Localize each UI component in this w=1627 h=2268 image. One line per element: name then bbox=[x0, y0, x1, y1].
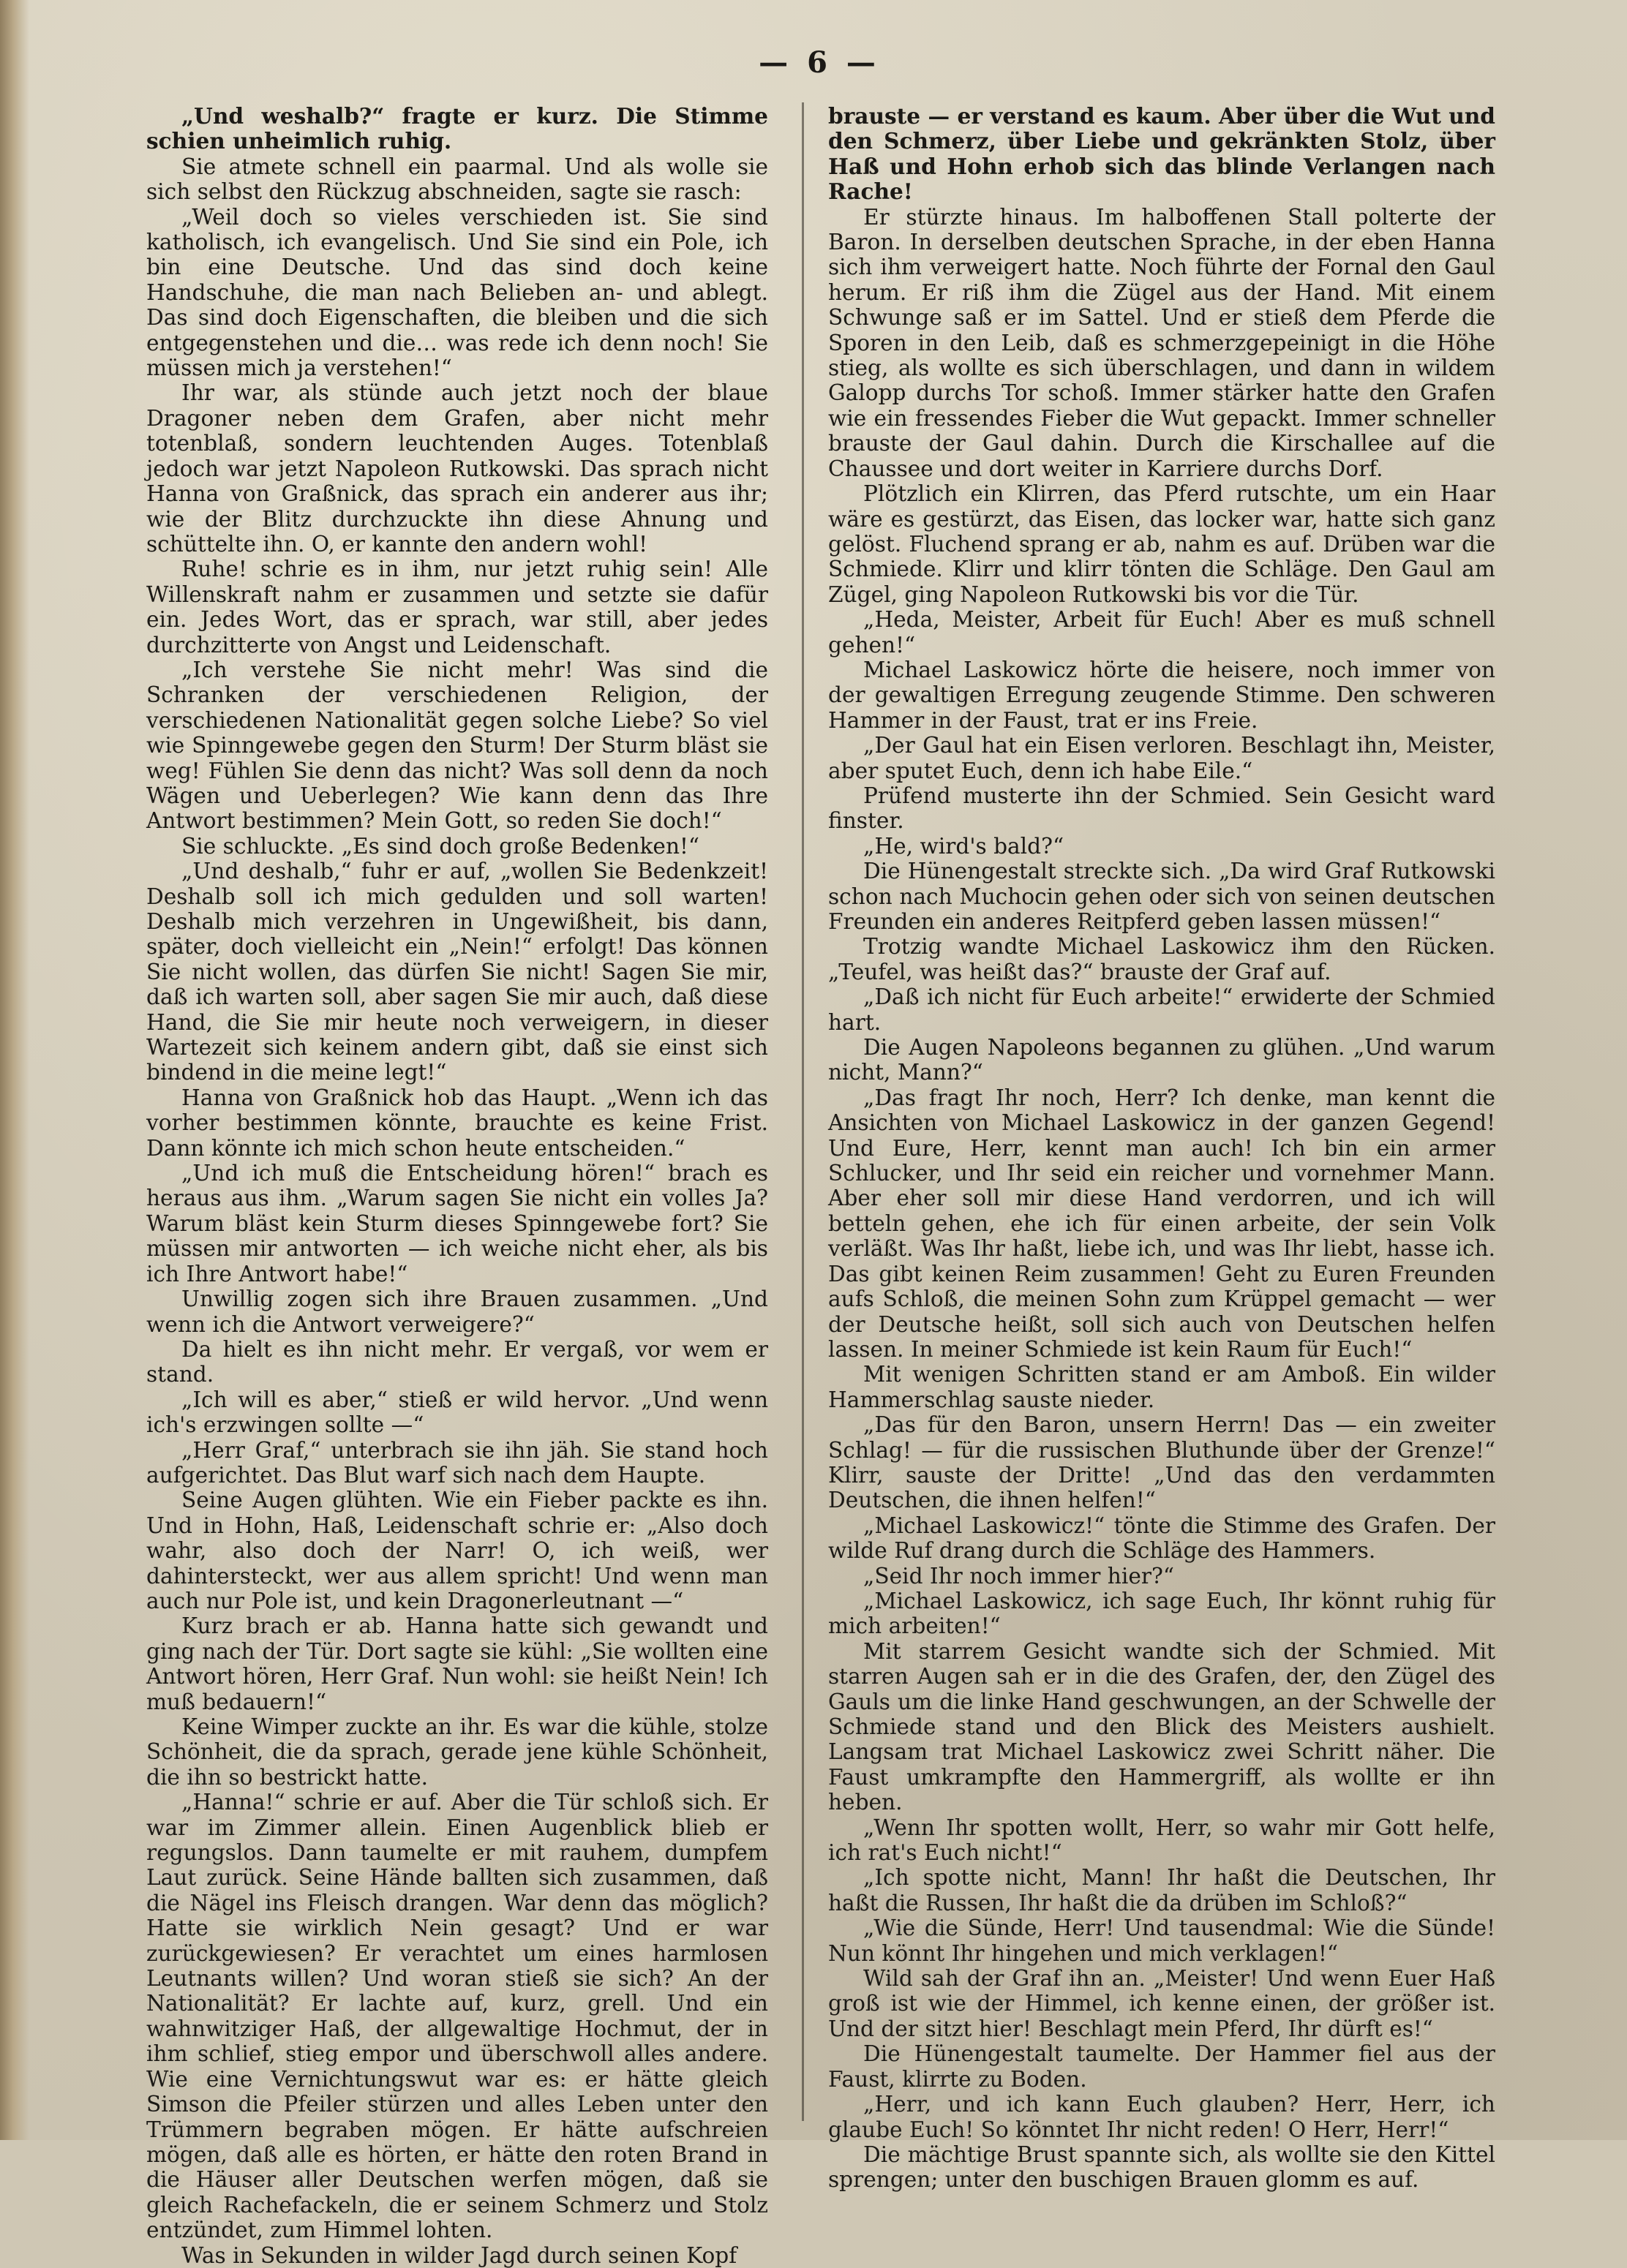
paragraph: „Das fragt Ihr noch, Herr? Ich denke, man kennt die Ansichten von Michael Laskowicz in der ganzen Gegend! Und Eure, Herr, kennt man auch! Ich bin ein armer Schlucker, und Ihr seid ein reicher und vornehmer Mann. Aber eher soll mir diese Hand verdorren, und ich will betteln gehen, ehe ich für einen arbeite, der sein Volk verläßt. Was Ihr haßt, liebe ich, und was Ihr liebt, hasse ich. Das gibt keinen Reim zusammen! Geht zu Euren Freunden aufs Schloß, die meinen Sohn zum Krüppel gemacht — wer der Deutsche heißt, soll sich auch von Deutschen helfen lassen. In meiner Schmiede ist kein Raum für Euch!“ bbox=[828, 1085, 1495, 1362]
paragraph: „Der Gaul hat ein Eisen verloren. Beschlagt ihn, Meister, aber sputet Euch, denn ich habe Eile.“ bbox=[828, 733, 1495, 783]
paragraph: Die Augen Napoleons begannen zu glühen. „Und warum nicht, Mann?“ bbox=[828, 1035, 1495, 1085]
page-fold-shadow bbox=[0, 0, 29, 2140]
paragraph: „Und deshalb,“ fuhr er auf, „wollen Sie Bedenkzeit! Deshalb soll ich mich gedulden und soll warten! Deshalb mich verzehren in Ungewißheit, bis dann, später, doch vielleicht ein „Nein!“ erfolgt! Das können Sie nicht wollen, das dürfen Sie nicht! Sagen Sie mir, daß ich warten soll, aber sagen Sie mir auch, daß diese Hand, die Sie mir heute noch verweigern, in dieser Wartezeit sich keinem andern gibt, daß sie einst sich bindend in die meine legt!“ bbox=[146, 859, 768, 1085]
paragraph: Seine Augen glühten. Wie ein Fieber packte es ihn. Und in Hohn, Haß, Leidenschaft schrie er: „Also doch wahr, also doch der Narr! O, ich weiß, wer dahintersteckt, wer aus allem spricht! Und wenn man auch nur Pole ist, und kein Dragonerleutnant —“ bbox=[146, 1488, 768, 1613]
paragraph: „Weil doch so vieles verschieden ist. Sie sind katholisch, ich evangelisch. Und Sie sind ein Pole, ich bin eine Deutsche. Und das sind doch keine Handschuhe, die man nach Belieben an- und ablegt. Das sind doch Eigenschaften, die bleiben und die sich entgegenstehen und die… was rede ich denn noch! Sie müssen mich ja verstehen!“ bbox=[146, 204, 768, 381]
paragraph: „Wie die Sünde, Herr! Und tausendmal: Wie die Sünde! Nun könnt Ihr hingehen und mich verklagen!“ bbox=[828, 1915, 1495, 1966]
paragraph: Ihr war, als stünde auch jetzt noch der blaue Dragoner neben dem Grafen, aber nicht mehr totenblaß, sondern leuchtenden Auges. Totenblaß jedoch war jetzt Napoleon Rutkowski. Das sprach nicht Hanna von Graßnick, das sprach ein anderer aus ihr; wie der Blitz durchzuckte ihn diese Ahnung und schüttelte ihn. O, er kannte den andern wohl! bbox=[146, 380, 768, 557]
right-text-column bbox=[828, 103, 1495, 2193]
paragraph: „He, wird's bald?“ bbox=[863, 833, 1064, 859]
paragraph: Die Hünengestalt taumelte. Der Hammer fiel aus der Faust, klirrte zu Boden. bbox=[828, 2041, 1495, 2092]
paragraph: „Michael Laskowicz, ich sage Euch, Ihr könnt ruhig für mich arbeiten!“ bbox=[828, 1588, 1495, 1639]
paragraph: „Daß ich nicht für Euch arbeite!“ erwiderte der Schmied hart. bbox=[828, 984, 1495, 1035]
paragraph: „Das für den Baron, unsern Herrn! Das — ein zweiter Schlag! — für die russischen Bluthunde über der Grenze!“ Klirr, sauste der Dritte! „Und das den verdammten Deutschen, die ihnen helfen!“ bbox=[828, 1412, 1495, 1513]
column-divider bbox=[802, 102, 804, 2121]
paragraph: brauste — er verstand es kaum. Aber über die Wut und den Schmerz, über Liebe und gekränkten Stolz, über Haß und Hohn erhob sich das blinde Verlangen nach Rache! bbox=[828, 103, 1495, 205]
paragraph: Mit wenigen Schritten stand er am Amboß. Ein wilder Hammerschlag sauste nieder. bbox=[828, 1362, 1495, 1412]
paragraph: Da hielt es ihn nicht mehr. Er vergaß, vor wem er stand. bbox=[146, 1336, 768, 1387]
paragraph: „Michael Laskowicz!“ tönte die Stimme des Grafen. Der wilde Ruf drang durch die Schläge des Hammers. bbox=[828, 1512, 1495, 1564]
paragraph: Ruhe! schrie es in ihm, nur jetzt ruhig sein! Alle Willenskraft nahm er zusammen und setzte sie dafür ein. Jedes Wort, das er sprach, war still, aber jedes durchzitterte von Angst und Leidenschaft. bbox=[146, 557, 768, 658]
paragraph: Keine Wimper zuckte an ihr. Es war die kühle, stolze Schönheit, die da sprach, gerade jene kühle Schönheit, die ihn so bestrickt hatte. bbox=[146, 1714, 768, 1790]
paragraph: „Herr Graf,“ unterbrach sie ihn jäh. Sie stand hoch aufgerichtet. Das Blut warf sich nach dem Haupte. bbox=[146, 1437, 768, 1488]
paragraph: Prüfend musterte ihn der Schmied. Sein Gesicht ward finster. bbox=[828, 783, 1495, 834]
paragraph: „Seid Ihr noch immer hier?“ bbox=[863, 1563, 1174, 1589]
paragraph: „Heda, Meister, Arbeit für Euch! Aber es muß schnell gehen!“ bbox=[828, 607, 1495, 658]
paragraph: Er stürzte hinaus. Im halboffenen Stall polterte der Baron. In derselben deutschen Sprache, in der eben Hanna sich ihm verweigert hatte. Noch führte der Fornal den Gaul herum. Er riß ihm die Zügel aus der Hand. Mit einem Schwunge saß er im Sattel. Und er stieß dem Pferde die Sporen in den Leib, daß es schmerzgepeinigt in die Höhe stieg, als wollte es sich überschlagen, und dann in wildem Galopp durchs Tor schoß. Immer stärker hatte den Grafen wie ein fressendes Fieber die Wut gepackt. Immer schneller brauste der Gaul dahin. Durch die Kirschallee auf die Chaussee und dort weiter in Karriere durchs Dorf. bbox=[828, 204, 1495, 481]
paragraph: Kurz brach er ab. Hanna hatte sich gewandt und ging nach der Tür. Dort sagte sie kühl: „Sie wollten eine Antwort hören, Herr Graf. Nun wohl: sie heißt Nein! Ich muß bedauern!“ bbox=[146, 1613, 768, 1714]
paragraph: „Und ich muß die Entscheidung hören!“ brach es heraus aus ihm. „Warum sagen Sie nicht ein volles Ja? Warum bläst kein Sturm dieses Spinngewebe fort? Sie müssen mir antworten — ich weiche nicht eher, als bis ich Ihre Antwort habe!“ bbox=[146, 1161, 768, 1286]
paragraph: Unwillig zogen sich ihre Brauen zusammen. „Und wenn ich die Antwort verweigere?“ bbox=[146, 1286, 768, 1337]
paragraph: Die Hünengestalt streckte sich. „Da wird Graf Rutkowski schon nach Muchocin gehen oder sich von seinen deutschen Freunden ein anderes Reitpferd geben lassen müssen!“ bbox=[828, 859, 1495, 934]
paragraph: „Wenn Ihr spotten wollt, Herr, so wahr mir Gott helfe, ich rat's Euch nicht!“ bbox=[828, 1815, 1495, 1866]
paragraph: „Hanna!“ schrie er auf. Aber die Tür schloß sich. Er war im Zimmer allein. Einen Augenblick blieb er regungslos. Dann taumelte er mit rauhem, dumpfem Laut zurück. Seine Hände ballten sich zusammen, daß die Nägel ins Fleisch drangen. War denn das möglich? Hatte sie wirklich Nein gesagt? Und er war zurückgewiesen? Er verachtet um eines harmlosen Leutnants willen? Und woran stieß sie sich? An der Nationalität? Er lachte auf, kurz, grell. Und ein wahnwitziger Haß, der allgewaltige Hochmut, der in ihm schlief, stieg empor und überschwoll alles andere. Wie eine Vernichtungswut war es: er hätte gleich Simson die Pfeiler stürzen und alles Leben unter den Trümmern begraben mögen. Er hätte aufschreien mögen, daß alle es hörten, er hätte den roten Brand in die Häuser aller Deutschen werfen mögen, daß sie gleich Rachefackeln, die er seinem Schmerz und Stolz entzündet, zum Himmel lohten. bbox=[146, 1790, 768, 2243]
paragraph: „Ich verstehe Sie nicht mehr! Was sind die Schranken der verschiedenen Religion, der verschiedenen Nationalität gegen solche Liebe? So viel wie Spinngewebe gegen den Sturm! Der Sturm bläst sie weg! Fühlen Sie denn das nicht? Was soll denn da noch Wägen und Ueberlegen? Wie kann denn das Ihre Antwort bestimmen? Mein Gott, so reden Sie doch!“ bbox=[146, 657, 768, 834]
paragraph: Plötzlich ein Klirren, das Pferd rutschte, um ein Haar wäre es gestürzt, das Eisen, das locker war, hatte sich ganz gelöst. Fluchend sprang er ab, nahm es auf. Drüben war die Schmiede. Klirr und klirr tönten die Schläge. Den Gaul am Zügel, ging Napoleon Rutkowski bis vor die Tür. bbox=[828, 481, 1495, 607]
paragraph: Sie atmete schnell ein paarmal. Und als wolle sie sich selbst den Rückzug abschneiden, sagte sie rasch: bbox=[146, 154, 768, 205]
paragraph: Hanna von Graßnick hob das Haupt. „Wenn ich das vorher bestimmen könnte, brauchte es keine Frist. Dann könnte ich mich schon heute entscheiden.“ bbox=[146, 1085, 768, 1161]
paragraph: „Ich spotte nicht, Mann! Ihr haßt die Deutschen, Ihr haßt die Russen, Ihr haßt die da drüben im Schloß?“ bbox=[828, 1865, 1495, 1915]
left-text-column bbox=[146, 103, 768, 2268]
paragraph: Mit starrem Gesicht wandte sich der Schmied. Mit starren Augen sah er in die des Grafen, der, den Zügel des Gauls um die linke Hand geschwungen, an der Schwelle der Schmiede stand und den Blick des Meisters aushielt. Langsam trat Michael Laskowicz zwei Schritt näher. Die Faust umkrampfte den Hammergriff, als wollte er ihn heben. bbox=[828, 1638, 1495, 1815]
paragraph: Wild sah der Graf ihn an. „Meister! Und wenn Euer Haß groß ist wie der Himmel, ich kenne einen, der größer ist. Und der sitzt hier! Beschlagt mein Pferd, Ihr dürft es!“ bbox=[828, 1966, 1495, 2041]
page-number: — 6 — bbox=[759, 45, 880, 80]
paragraph: Was in Sekunden in wilder Jagd durch seinen Kopf bbox=[181, 2242, 737, 2268]
paragraph: Sie schluckte. „Es sind doch große Bedenken!“ bbox=[181, 833, 700, 859]
paragraph: „Herr, und ich kann Euch glauben? Herr, Herr, ich glaube Euch! So könntet Ihr nicht reden! O Herr, Herr!“ bbox=[828, 2092, 1495, 2142]
paragraph: Die mächtige Brust spannte sich, als wollte sie den Kittel sprengen; unter den buschigen Brauen glomm es auf. bbox=[828, 2141, 1495, 2193]
paragraph: Trotzig wandte Michael Laskowicz ihm den Rücken. „Teufel, was heißt das?“ brauste der Graf auf. bbox=[828, 934, 1495, 984]
paragraph: „Und weshalb?“ fragte er kurz. Die Stimme schien unheimlich ruhig. bbox=[146, 103, 768, 154]
paragraph: Michael Laskowicz hörte die heisere, noch immer von der gewaltigen Erregung zeugende Stimme. Den schweren Hammer in der Faust, trat er ins Freie. bbox=[828, 657, 1495, 733]
paragraph: „Ich will es aber,“ stieß er wild hervor. „Und wenn ich's erzwingen sollte —“ bbox=[146, 1387, 768, 1438]
